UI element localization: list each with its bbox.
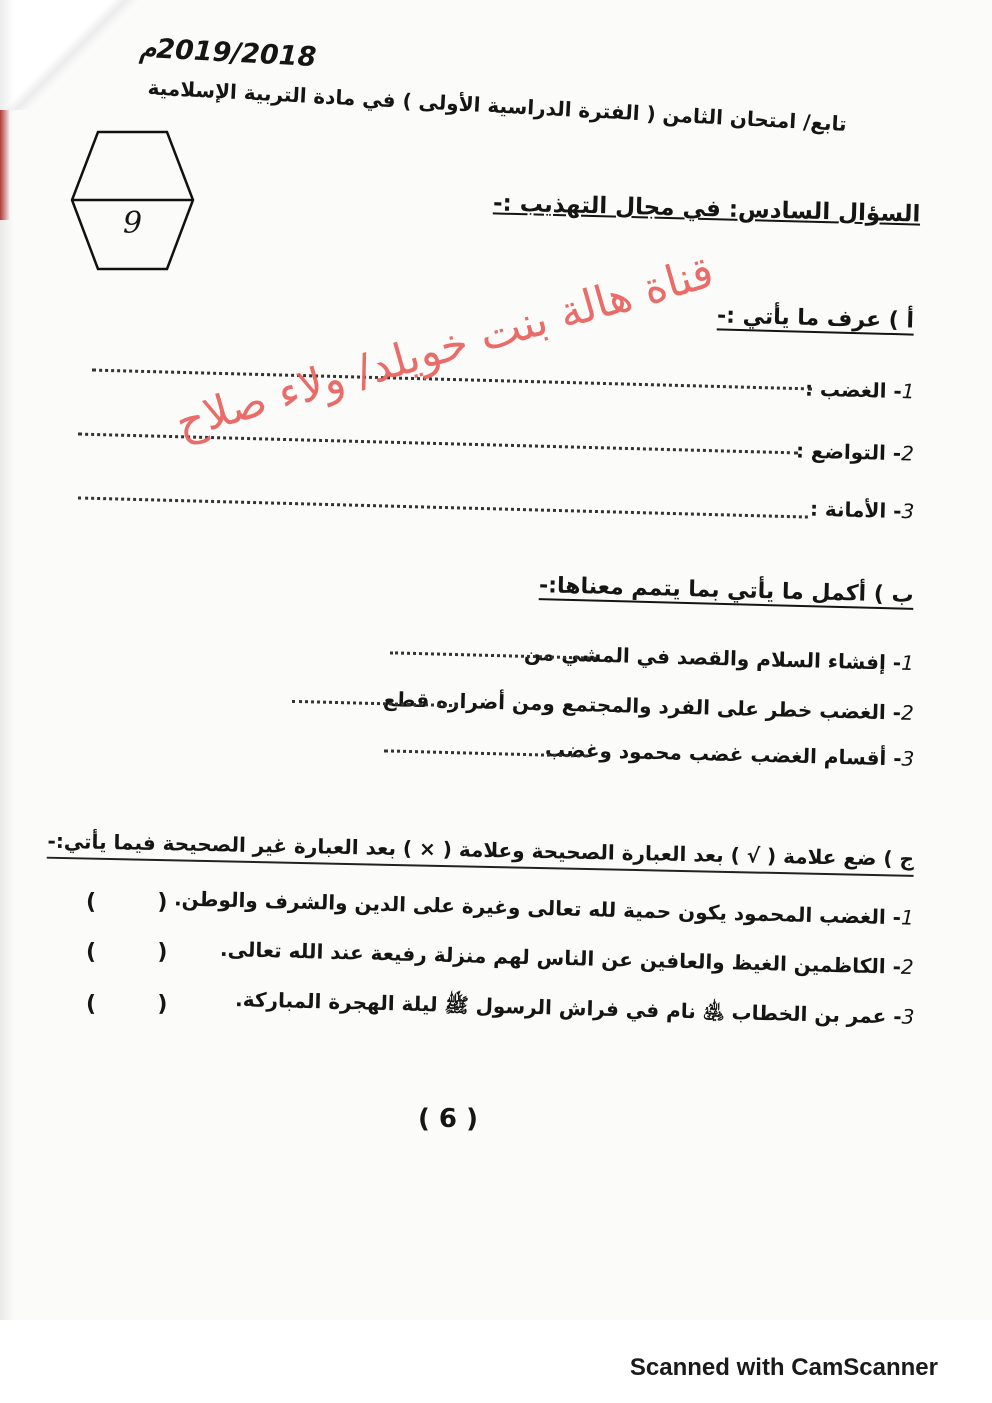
section-b-item-1: 1- إفشاء السلام والقصد في المشي من [523,640,915,676]
hexagon-badge-icon [70,128,195,273]
section-b-item-3: 3- أقسام الغضب غضب محمود وغضب [544,737,915,771]
section-a-item-1: 1- الغضب : [804,376,915,404]
section-c-answer-box-3[interactable]: ( ) [86,992,168,1017]
grade-badge [70,128,195,273]
section-a-title: أ ) عرف ما يأتي :- [716,303,915,334]
section-c-title: ج ) ضع علامة ( √ ) بعد العبارة الصحيحة وعلامة ( × ) بعد العبارة غير الصحيحة فيما يأتي:- [69,829,914,871]
section-a-item-2: 2- التواضع : [795,438,915,466]
channel-watermark: قناة هالة بنت خويلد/ ولاء صلاح [170,246,720,450]
section-c-answer-box-1[interactable]: ( ) [86,890,168,915]
section-c-item-3: 3- عمر بن الخطاب ﵁ نام في فراش الرسول ﷺ ليلة الهجرة المباركة. [234,987,915,1029]
section-c-item-1: 1- الغضب المحمود يكون حمية لله تعالى وغيرة على الدين والشرف والوطن. [173,886,915,930]
section-c-item-2: 2- الكاظمين الغيظ والعافين عن الناس لهم منزلة رفيعة عند الله تعالى. [219,936,915,980]
section-b-title: ب ) أكمل ما يأتي بما يتمم معناها:- [539,573,915,608]
exam-year: 2019/2018م [138,32,318,74]
page-fold-corner [0,0,140,110]
camscanner-label: Scanned with CamScanner [629,1354,938,1381]
section-a-item-3: 3- الأمانة : [809,496,915,524]
section-b-item-2: 2- الغضب خطر على الفرد والمجتمع ومن أضراره قطع [382,687,915,725]
page-number: ( 6 ) [418,1104,478,1134]
page-edge-mark [0,110,10,220]
question-title: السؤال السادس: في مجال التهذيب :- [492,190,921,228]
section-c-answer-box-2[interactable]: ( ) [86,940,168,965]
exam-title: تابع/ امتحان الثامن ( الفترة الدراسية الأولى ) في مادة التربية الإسلامية [147,75,848,136]
grade-badge-number: 9 [122,206,143,241]
